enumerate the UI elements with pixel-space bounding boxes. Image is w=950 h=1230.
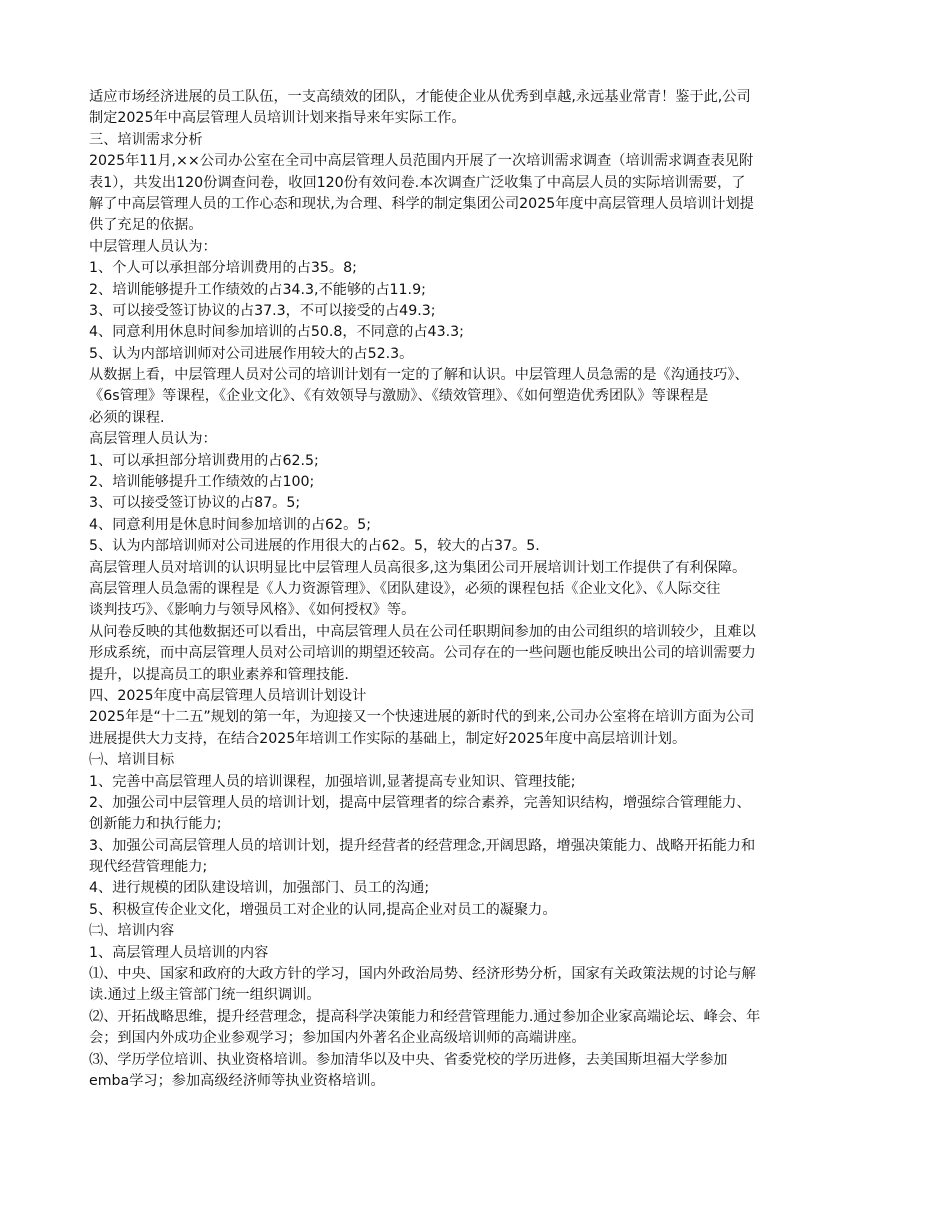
list-item: ⑶、学历学位培训、执业资格培训。参加清华以及中央、省委党校的学历进修，去美国斯坦福大学参加 [89,1051,728,1068]
text-line: 解了中高层管理人员的工作心态和现状,为合理、科学的制定集团公司2025年度中高层管理人员培训计划提 [89,195,754,212]
list-item: 2、培训能够提升工作绩效的占34.3,不能够的占11.9; [89,281,426,298]
text-line: 2025年是“十二五”规划的第一年，为迎接又一个快速进展的新时代的到来,公司办公室将在培训方面为公司 [89,709,755,726]
list-item: ⑴、中央、国家和政府的大政方针的学习，国内外政治局势、经济形势分析，国家有关政策法规的讨论与解 [89,966,756,983]
text-line: 2025年11月,××公司办公室在全司中高层管理人员范围内开展了一次培训需求调查（培训需求调查表见附 [89,153,754,170]
text-line: 必须的课程. [89,409,165,426]
list-item: 4、同意利用是休息时间参加培训的占62。5; [89,516,372,533]
list-item: 4、同意利用休息时间参加培训的占50.8，不同意的占43.3; [89,324,464,341]
text-line: 适应市场经济进展的员工队伍，一支高绩效的团队，才能使企业从优秀到卓越,永远基业常青！鉴于此,公司 [89,89,751,105]
text-line: emba学习；参加高级经济师等执业资格培训。 [89,1072,385,1089]
text-line: 高层管理人员急需的课程是《人力资源管理》、《团队建设》，必须的课程包括《企业文化》、《人际交往 [89,580,721,597]
text-line: 现代经营管理能力; [89,859,208,876]
subsection-heading: ㈠、培训目标 [89,752,175,769]
text-line: 读.通过上级主管部门统一组织调训。 [89,987,321,1004]
document-body [89,87,864,1092]
text-line: 从数据上看，中层管理人员对公司的培训计划有一定的了解和认识。中层管理人员急需的是《沟通技巧》、 [89,367,749,384]
list-item: 1、个人可以承担部分培训费用的占35。8; [89,260,357,277]
text-line: 谈判技巧》、《影响力与领导风格》、《如何授权》等。 [89,602,416,619]
list-item: 5、认为内部培训师对公司进展作用较大的占52.3。 [89,345,414,362]
text-line: 高层管理人员认为： [89,431,217,448]
text-line: 中层管理人员认为： [89,238,217,255]
text-line: 《6s管理》等课程，《企业文化》、《有效领导与激励》、《绩效管理》、《如何塑造优秀团队》等课程是 [89,388,709,405]
list-item: 3、可以接受签订协议的占87。5; [89,495,301,512]
list-item: 5、积极宣传企业文化，增强员工对企业的认同,提高企业对员工的凝聚力。 [89,901,557,918]
subsection-heading: ㈡、培训内容 [89,923,175,940]
text-line: 制定2025年中高层管理人员培训计划来指导来年实际工作。 [89,110,466,127]
list-item: 1、可以承担部分培训费用的占62.5; [89,452,319,469]
text-line: 会；到国内外成功企业参观学习；参加国内外著名企业高级培训师的高端讲座。 [89,1030,586,1047]
text-line: 表1），共发出120份调查问卷，收回120份有效问卷.本次调查广泛收集了中高层人员的实际培训需要，了 [89,174,746,191]
list-item: 4、进行规模的团队建设培训，加强部门、员工的沟通; [89,880,430,897]
text-line: 进展提供大力支持，在结合2025年培训工作实际的基础上，制定好2025年度中高层培训计划。 [89,730,687,747]
list-item: 1、完善中高层管理人员的培训课程，加强培训,显著提高专业知识、管理技能; [89,773,576,790]
list-item: 2、培训能够提升工作绩效的占100; [89,474,315,491]
list-item: ⑵、开拓战略思维，提升经营理念，提高科学决策能力和经营管理能力.通过参加企业家高端论坛、峰会、年 [89,1008,761,1025]
list-item: 3、可以接受签订协议的占37.3，不可以接受的占49.3; [89,302,436,319]
text-line: 高层管理人员对培训的认识明显比中层管理人员高很多,这为集团公司开展培训计划工作提供了有利保障。 [89,559,747,576]
list-item: 3、加强公司高层管理人员的培训计划，提升经营者的经营理念,开阔思路，增强决策能力、战略开拓能力和 [89,837,756,854]
text-line: 1、高层管理人员培训的内容 [89,944,269,961]
text-line: 提升，以提高员工的职业素养和管理技能. [89,666,349,683]
list-item: 5、认为内部培训师对公司进展的作用很大的占62。5，较大的占37。5. [89,538,540,555]
section-heading: 三、培训需求分析 [89,131,203,148]
section-heading: 四、2025年度中高层管理人员培训计划设计 [89,687,367,704]
list-item: 2、加强公司中层管理人员的培训计划，提高中层管理者的综合素养，完善知识结构，增强综合管理能力、 [89,794,751,811]
text-line: 从问卷反映的其他数据还可以看出，中高层管理人员在公司任职期间参加的由公司组织的培训较少，且难以 [89,623,756,640]
text-line: 供了充足的依据。 [89,217,203,234]
text-line: 形成系统，而中高层管理人员对公司培训的期望还较高。公司存在的一些问题也能反映出公司的培训需要力 [89,645,756,662]
text-line: 创新能力和执行能力; [89,816,222,833]
